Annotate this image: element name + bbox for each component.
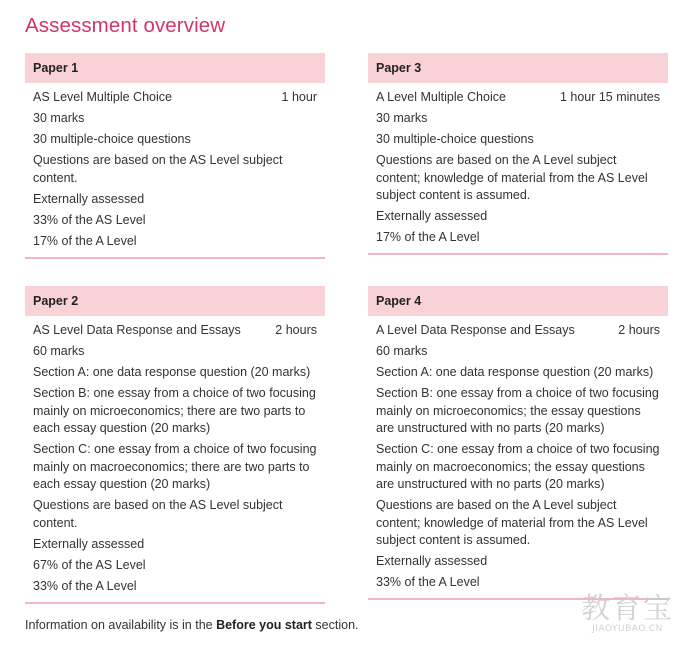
paper-header: Paper 2	[25, 286, 325, 316]
before-you-start-link-text: Before you start	[216, 618, 312, 632]
paper-duration: 1 hour 15 minutes	[559, 90, 660, 104]
paper-duration: 1 hour	[281, 90, 317, 104]
paper-line: Questions are based on the AS Level subject content.	[33, 498, 283, 530]
paper-line: 17% of the A Level	[376, 230, 480, 244]
paper-name: AS Level Data Response and Essays	[33, 323, 241, 337]
paper-line: Section A: one data response question (20 marks)	[376, 365, 654, 379]
paper-title-row	[33, 322, 317, 340]
paper-line: Externally assessed	[376, 209, 488, 223]
paper-line: Section B: one essay from a choice of two focusing mainly on microeconomics; there are two parts to each essay question (20 marks)	[33, 386, 316, 435]
paper-line: Questions are based on the A Level subject content; knowledge of material from the AS Level subject content is assumed.	[376, 153, 648, 202]
paper-line: Externally assessed	[33, 536, 145, 551]
paper-line: Section B: one essay from a choice of two focusing mainly on microeconomics; the essay questions are unstructured with no parts (20 marks)	[376, 386, 659, 435]
paper-line: Section A: one data response question (20 marks)	[33, 365, 311, 379]
paper-line: 30 multiple-choice questions	[376, 132, 534, 146]
paper-line: 30 marks	[33, 111, 85, 125]
paper-card-1	[25, 53, 325, 259]
paper-duration: 2 hours	[275, 323, 317, 337]
paper-line: Questions are based on the A Level subject content; knowledge of material from the AS Level subject content is assumed.	[376, 498, 648, 547]
paper-line: Section C: one essay from a choice of two focusing mainly on macroeconomics; the essay questions are unstructured with no parts (20 marks)	[376, 442, 660, 491]
paper-line: 30 marks	[376, 111, 428, 125]
paper-name: A Level Data Response and Essays	[376, 323, 575, 337]
paper-body	[368, 316, 668, 600]
paper-line: 17% of the A Level	[33, 233, 137, 248]
paper-header: Paper 1	[25, 53, 325, 83]
page-title: Assessment overview	[25, 14, 226, 37]
paper-line: Externally assessed	[376, 554, 488, 568]
paper-header: Paper 3	[368, 53, 668, 83]
paper-card-3	[368, 53, 668, 255]
paper-line: Externally assessed	[33, 191, 145, 206]
paper-name: AS Level Multiple Choice	[33, 90, 172, 104]
note-suffix: section.	[311, 618, 359, 632]
paper-title-row	[376, 322, 660, 340]
paper-line: 67% of the AS Level	[33, 557, 146, 572]
paper-line: 60 marks	[33, 344, 85, 358]
availability-note	[25, 618, 359, 632]
paper-card-4	[368, 286, 668, 600]
paper-line: 33% of the AS Level	[33, 212, 146, 227]
paper-title-row	[33, 89, 317, 107]
paper-line: 30 multiple-choice questions	[33, 132, 191, 146]
paper-header: Paper 4	[368, 286, 668, 316]
paper-card-2	[25, 286, 325, 604]
paper-body	[25, 316, 325, 604]
paper-title-row	[376, 89, 660, 107]
paper-body	[368, 83, 668, 255]
watermark-logo	[581, 586, 674, 634]
paper-line: 60 marks	[376, 344, 428, 358]
paper-name: A Level Multiple Choice	[376, 90, 506, 104]
watermark-main-text: 教育宝	[580, 591, 674, 625]
paper-body	[25, 83, 325, 259]
note-prefix: Information on availability is in the	[25, 618, 217, 632]
paper-line: 33% of the A Level	[376, 575, 480, 589]
paper-line: Section C: one essay from a choice of two focusing mainly on macroeconomics; there are two parts to each essay question (20 marks)	[33, 442, 317, 491]
paper-line: Questions are based on the AS Level subject content.	[33, 153, 283, 185]
paper-duration: 2 hours	[618, 323, 660, 337]
paper-line: 33% of the A Level	[33, 578, 137, 593]
watermark-sub-text: JIAOYUBAO.CN	[592, 624, 663, 634]
